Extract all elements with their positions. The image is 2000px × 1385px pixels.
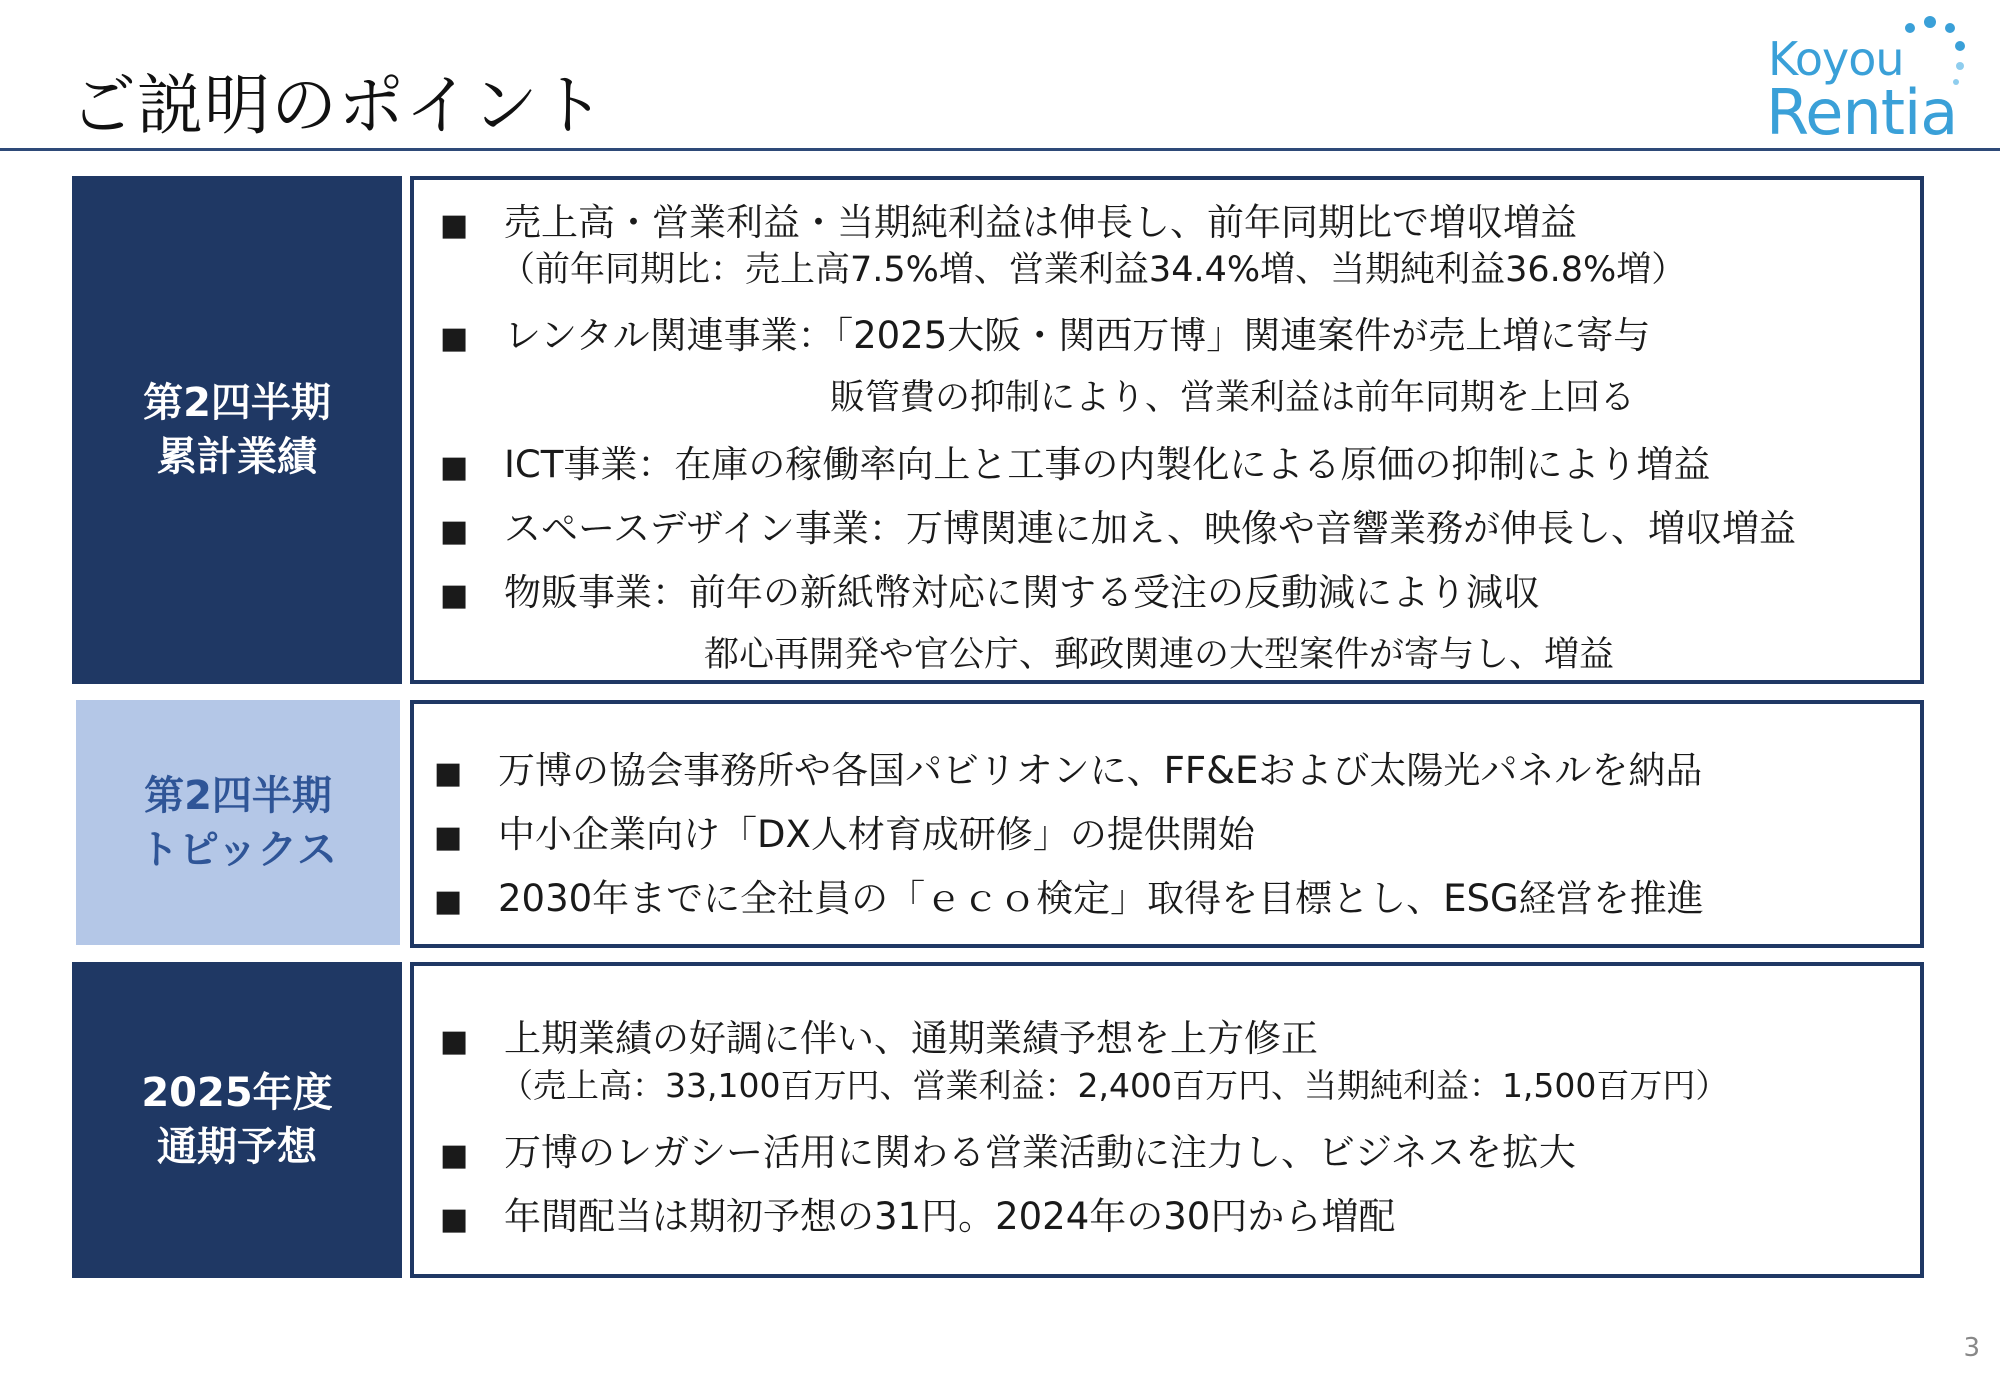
company-logo [1760,14,1970,149]
list-item-sub: 都心再開発や官公庁、郵政関連の大型案件が寄与し、増益 [704,635,1615,675]
section-label-line2: 累計業績 [157,434,317,480]
section-label-line2: トピックス [139,826,337,873]
bullet-square-icon: ■ [440,450,469,485]
section-label-results [72,176,402,684]
page-title: ご説明のポイント [70,67,606,144]
section-label-line2: 通期予想 [157,1124,317,1170]
list-item-sub: 販管費の抑制により、営業利益は前年同期を上回る [830,378,1636,418]
bullet-square-icon: ■ [434,820,463,855]
bullet-square-icon: ■ [434,756,463,791]
section-label-topics [76,700,400,945]
bullet-square-icon: ■ [440,321,469,356]
list-item [434,740,1702,794]
title-divider [0,148,2000,151]
list-item-text: ICT事業：在庫の稼働率向上と工事の内製化による原価の抑制により増益 [504,443,1711,486]
logo-text-koyou: Koyou [1768,32,1904,86]
list-item [440,434,1710,488]
logo-text-rentia: Rentia [1766,76,1958,149]
bullet-square-icon: ■ [440,578,469,613]
list-item-text: 中小企業向け「DX人材育成研修」の提供開始 [498,813,1255,856]
list-item-text: 物販事業：前年の新紙幣対応に関する受注の反動減により減収 [504,571,1540,614]
list-item-text: レンタル関連事業：「2025大阪・関西万博」関連案件が売上増に寄与 [504,314,1651,357]
list-item-text: 年間配当は期初予想の31円。2024年の30円から増配 [504,1195,1396,1238]
list-item-text: 上期業績の好調に伴い、通期業績予想を上方修正 [504,1017,1318,1060]
page-number: 3 [1963,1333,1980,1363]
section-box-topics [410,700,1924,948]
list-item [440,1008,1318,1062]
list-item-text: 2030年までに全社員の「ｅｃｏ検定」取得を目標とし、ESG経営を推進 [498,877,1704,920]
list-item [434,868,1704,922]
bullet-square-icon: ■ [440,1024,469,1059]
section-label-line1: 第2四半期 [144,772,332,819]
list-item-text: 万博の協会事務所や各国パビリオンに、FF&Eおよび太陽光パネルを納品 [498,749,1703,792]
list-item [440,1186,1395,1240]
list-item [440,305,1650,359]
list-item-text: 売上高・営業利益・当期純利益は伸長し、前年同期比で増収増益 [504,201,1577,244]
list-item-text: スペースデザイン事業：万博関連に加え、映像や音響業務が伸長し、増収増益 [504,507,1797,550]
bullet-square-icon: ■ [440,1202,469,1237]
section-label-line1: 第2四半期 [143,380,331,426]
list-item [440,562,1540,616]
section-label-forecast [72,962,402,1278]
list-item-text: 万博のレガシー活用に関わる営業活動に注力し、ビジネスを拡大 [504,1131,1576,1174]
list-item [440,192,1577,246]
list-item [440,498,1796,552]
bullet-square-icon: ■ [434,884,463,919]
section-box-forecast [410,962,1924,1278]
list-item [434,804,1255,858]
bullet-square-icon: ■ [440,514,469,549]
list-item-sub: （売上高：33,100百万円、営業利益：2,400百万円、当期純利益：1,500百万円） [500,1066,1729,1105]
list-item [440,1122,1576,1176]
bullet-square-icon: ■ [440,1138,469,1173]
section-box-results [410,176,1924,684]
bullet-square-icon: ■ [440,208,469,243]
list-item-sub: （前年同期比：売上高7.5%増、営業利益34.4%増、当期純利益36.8%増） [500,250,1687,290]
section-label-line1: 2025年度 [141,1070,333,1116]
